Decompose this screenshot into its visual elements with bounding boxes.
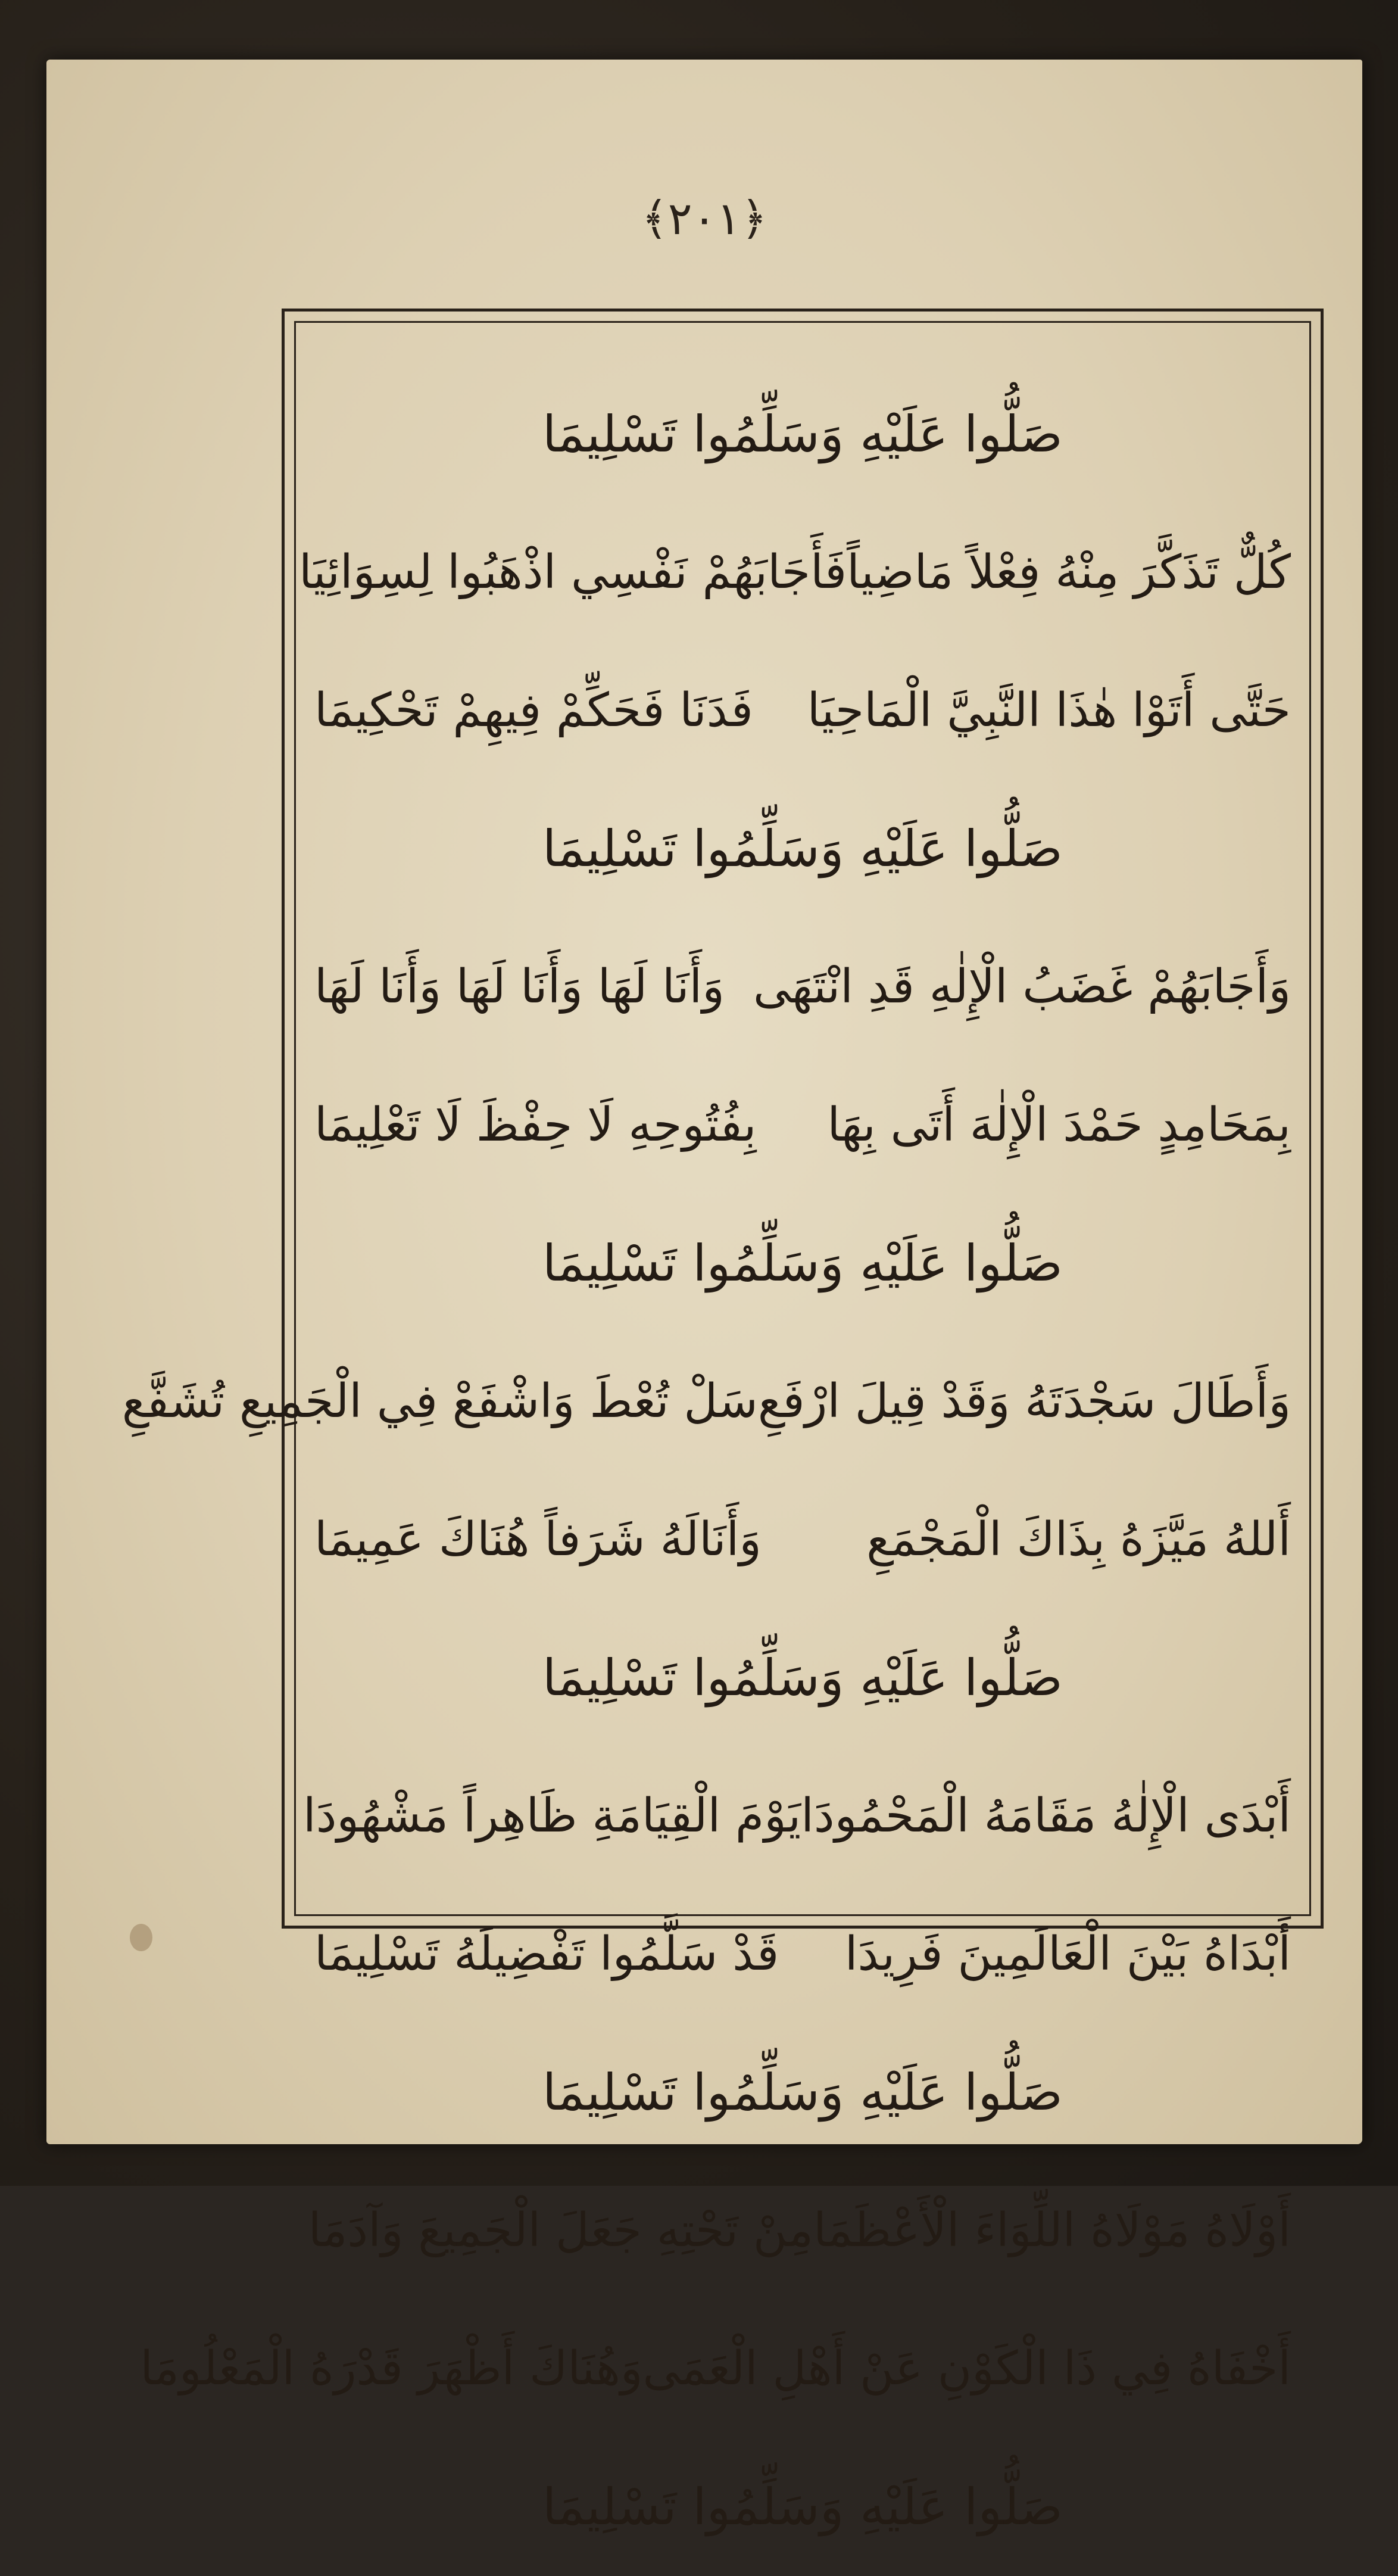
verse-first-hemistich: وَأَطَالَ سَجْدَتَهُ وَقَدْ قِيلَ ارْفَعِ bbox=[757, 1375, 1291, 1428]
verse-line bbox=[285, 641, 1321, 780]
verse-first-hemistich: أَللهُ مَيَّزَهُ بِذَاكَ الْمَجْمَعِ bbox=[866, 1513, 1291, 1566]
verse-second-hemistich: سَلْ تُعْطَ وَاشْفَعْ فِي الْجَمِيعِ تُشَفَّعِ bbox=[121, 1375, 758, 1428]
refrain-line: صَلُّوا عَلَيْهِ وَسَلِّمُوا تَسْلِيمَا bbox=[542, 405, 1063, 463]
refrain-line: صَلُّوا عَلَيْهِ وَسَلِّمُوا تَسْلِيمَا bbox=[542, 820, 1063, 878]
verse-first-hemistich: أَخْفَاهُ فِي ذَا الْكَوْنِ عَنْ أَهْلِ الْعَمَى bbox=[642, 2342, 1291, 2396]
verse-line bbox=[140, 2300, 1321, 2438]
page-stain bbox=[130, 1924, 152, 1951]
verse-first-hemistich: أَبْدَاهُ بَيْنَ الْعَالَمِينَ فَرِيدَا bbox=[844, 1927, 1291, 1981]
verse-first-hemistich: أَبْدَى الْإِلٰهُ مَقَامَهُ الْمَحْمُودَا bbox=[801, 1789, 1291, 1843]
verse-second-hemistich: قَدْ سَلَّمُوا تَفْضِيلَهُ تَسْلِيمَا bbox=[314, 1927, 779, 1981]
verse-first-hemistich: كُلٌّ تَذَكَّرَ مِنْهُ فِعْلاً مَاضِياً bbox=[847, 546, 1291, 599]
verse-line bbox=[285, 2161, 1321, 2300]
verse-first-hemistich: بِمَحَامِدٍ حَمْدَ الْإِلٰهَ أَتَى بِهَا bbox=[827, 1098, 1291, 1152]
verse-line bbox=[285, 1056, 1321, 1194]
refrain-line: صَلُّوا عَلَيْهِ وَسَلِّمُوا تَسْلِيمَا bbox=[542, 2063, 1063, 2122]
verse-first-hemistich: وَأَجَابَهُمْ غَضَبُ الْإِلٰهِ قَدِ انْتَهَى bbox=[753, 960, 1291, 1014]
verse-second-hemistich: يَوْمَ الْقِيَامَةِ ظَاهِراً مَشْهُودَا bbox=[303, 1789, 801, 1843]
verse-second-hemistich: فَدَنَا فَحَكِّمْ فِيهِمْ تَحْكِيمَا bbox=[314, 684, 753, 737]
refrain-line: صَلُّوا عَلَيْهِ وَسَلِّمُوا تَسْلِيمَا bbox=[542, 1649, 1063, 1707]
verse-first-hemistich: حَتَّى أَتَوْا هٰذَا النَّبِيَّ الْمَاحِيَا bbox=[807, 684, 1291, 737]
poem-body bbox=[121, 365, 1321, 2576]
verse-line bbox=[285, 1885, 1321, 2023]
verse-line bbox=[285, 1471, 1321, 1609]
verse-line bbox=[121, 1332, 1321, 1471]
refrain-line: صَلُّوا عَلَيْهِ وَسَلِّمُوا تَسْلِيمَا bbox=[542, 1234, 1063, 1292]
verse-second-hemistich: وَأَنَالَهُ شَرَفاً هُنَاكَ عَمِيمَا bbox=[314, 1513, 762, 1566]
book-page bbox=[46, 60, 1362, 2536]
text-frame bbox=[121, 309, 1324, 2536]
page-number: ﴿٢٠١﴾ bbox=[641, 192, 767, 245]
verse-line bbox=[285, 918, 1321, 1056]
verse-second-hemistich: بِفُتُوحِهِ لَا حِفْظَ لَا تَعْلِيمَا bbox=[314, 1098, 757, 1152]
verse-second-hemistich: مِنْ تَحْتِهِ جَعَلَ الْجَمِيعَ وَآدَمَا bbox=[308, 2204, 814, 2257]
verse-second-hemistich: وَهُنَاكَ أَظْهَرَ قَدْرَهُ الْمَعْلُومَا bbox=[140, 2342, 643, 2396]
verse-second-hemistich: وَأَنَا لَهَا وَأَنَا لَهَا وَأَنَا لَهَا bbox=[314, 960, 725, 1014]
verse-line bbox=[285, 1747, 1321, 1885]
verse-first-hemistich: أَوْلَاهُ مَوْلَاهُ اللِّوَاءَ الْأَعْظَمَا bbox=[813, 2204, 1291, 2257]
verse-second-hemistich: فَأَجَابَهُمْ نَفْسِي اذْهَبُوا لِسِوَائِيَا bbox=[299, 546, 847, 599]
verse-line bbox=[285, 503, 1321, 641]
refrain-line: صَلُّوا عَلَيْهِ وَسَلِّمُوا تَسْلِيمَا bbox=[542, 2478, 1063, 2536]
